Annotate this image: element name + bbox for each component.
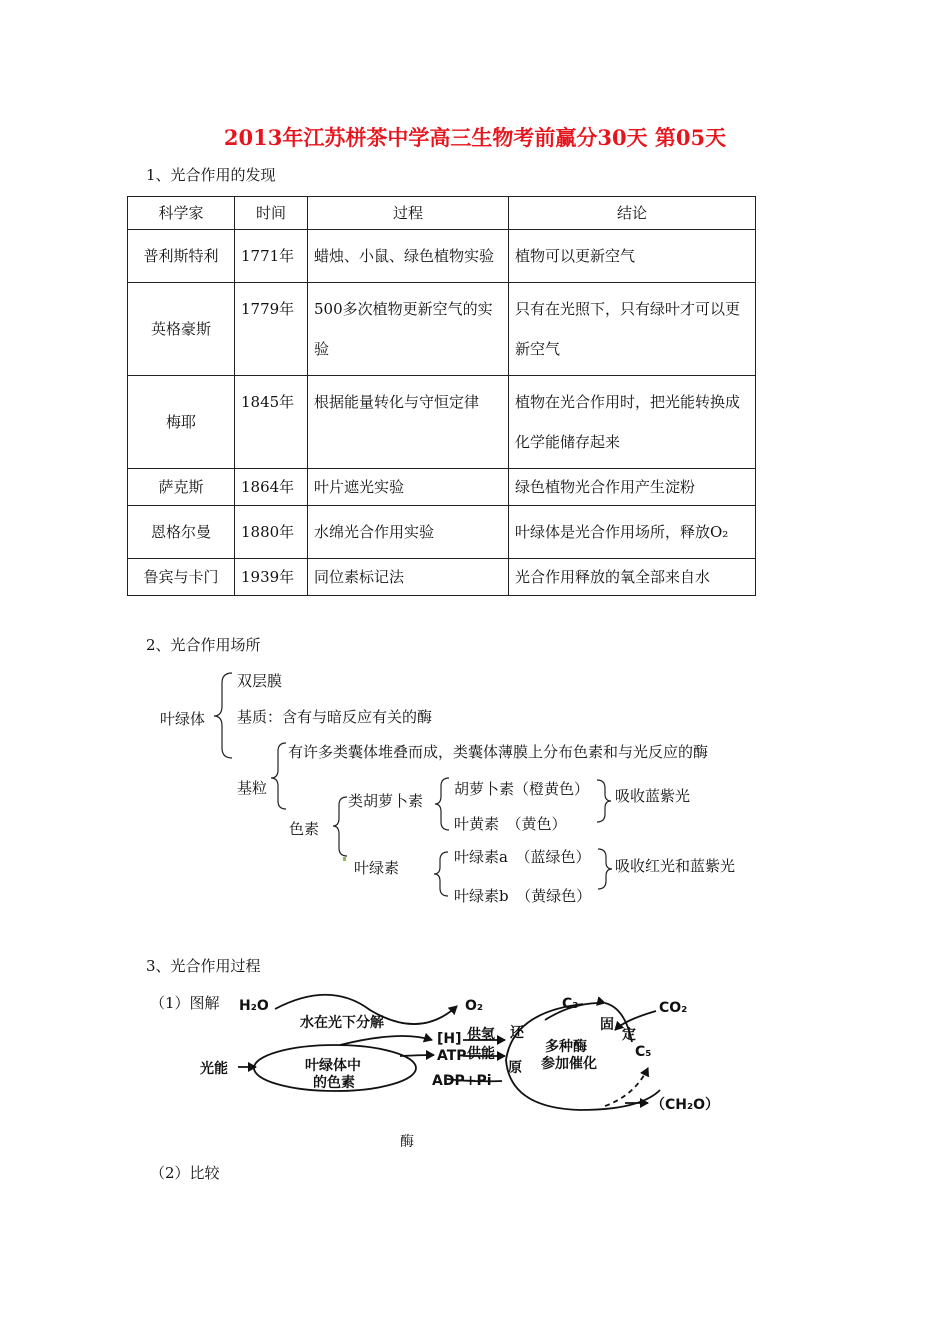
conclusion-cell: 绿色植物光合作用产生淀粉 [509, 469, 756, 506]
absorb-blue-label: 吸收蓝紫光 [615, 787, 691, 805]
grana-desc: 有许多类囊体堆叠而成，类囊体薄膜上分布色素和与光反应的酶 [288, 743, 709, 761]
supply-energy-label: 供能 [467, 1046, 495, 1062]
process-cell: 叶片遮光实验 [308, 469, 509, 506]
table-row [128, 283, 756, 376]
enzyme-caption: 酶 [400, 1134, 414, 1150]
xanthophyll-label: 叶黄素 （黄色） [454, 815, 567, 833]
reduce-label-2: 原 [508, 1060, 522, 1076]
atp-label: ATP [437, 1048, 467, 1064]
table-row [128, 559, 756, 596]
col-header-scientist: 科学家 [128, 197, 235, 230]
col-header-year: 时间 [235, 197, 308, 230]
h-label: [H] [437, 1031, 462, 1047]
scientist-cell: 鲁宾与卡门 [128, 559, 235, 596]
grana-brace [271, 743, 286, 809]
year-cell: 1845年 [235, 376, 308, 469]
diagram-subheading: （1）图解 [150, 994, 220, 1012]
supply-h-label: 供氢 [467, 1027, 495, 1043]
year-cell: 1771年 [235, 230, 308, 283]
chloroplast-brace [214, 673, 232, 758]
discovery-table [127, 196, 756, 596]
scientist-cell: 英格豪斯 [128, 283, 235, 376]
section1-heading: 1、光合作用的发现 [146, 166, 276, 184]
scientist-cell: 梅耶 [128, 376, 235, 469]
table-row [128, 376, 756, 469]
process-cell: 根据能量转化与守恒定律 [308, 376, 509, 469]
process-cell: 500多次植物更新空气的实验 [308, 283, 509, 376]
table-header-row [128, 197, 756, 230]
col-header-conclusion: 结论 [509, 197, 756, 230]
stroma-label: 基质：含有与暗反应有关的酶 [237, 708, 433, 726]
year-cell: 1864年 [235, 469, 308, 506]
water-split-label: 水在光下分解 [300, 1015, 384, 1031]
h2o-label: H₂O [239, 998, 269, 1014]
c5-label: C₅ [635, 1044, 652, 1060]
enzyme-line2: 参加催化 [541, 1056, 597, 1072]
fix-label-2: 定 [622, 1027, 636, 1043]
conclusion-cell: 植物在光合作用时，把光能转换成化学能储存起来 [509, 376, 756, 469]
section3-heading: 3、光合作用过程 [146, 957, 261, 975]
ch2o-label: （CH₂O） [651, 1097, 720, 1113]
page-title: 2013年江苏栟茶中学高三生物考前赢分30天 第05天 [223, 125, 727, 150]
process-cell: 蜡烛、小鼠、绿色植物实验 [308, 230, 509, 283]
process-cell: 同位素标记法 [308, 559, 509, 596]
adp-label: ADP+Pi [432, 1073, 492, 1089]
grana-label: 基粒 [237, 779, 268, 797]
section2-heading: 2、光合作用场所 [146, 636, 261, 654]
green-mark [343, 857, 346, 861]
reduce-label-1: 还 [510, 1025, 524, 1041]
conclusion-cell: 植物可以更新空气 [509, 230, 756, 283]
scientist-cell: 普利斯特利 [128, 230, 235, 283]
carotenoids-label: 类胡萝卜素 [348, 792, 424, 810]
scientist-cell: 恩格尔曼 [128, 506, 235, 559]
chlorophyll-label: 叶绿素 [354, 859, 400, 877]
pigment-line2: 的色素 [313, 1075, 355, 1091]
table-row [128, 469, 756, 506]
double-membrane-label: 双层膜 [237, 672, 283, 690]
carotenoid-brace [435, 778, 449, 830]
year-cell: 1939年 [235, 559, 308, 596]
enzyme-line1: 多种酶 [545, 1039, 587, 1055]
chlorophyll-right-brace [598, 849, 612, 889]
pigment-brace [333, 797, 347, 856]
carotenoid-right-brace [597, 780, 611, 822]
c5-regen-arrow [605, 1068, 648, 1106]
col-header-process: 过程 [308, 197, 509, 230]
absorb-red-blue-label: 吸收红光和蓝紫光 [615, 857, 736, 875]
pigment-line1: 叶绿体中 [305, 1058, 361, 1074]
process-cell: 水绵光合作用实验 [308, 506, 509, 559]
table-row [128, 506, 756, 559]
conclusion-cell: 光合作用释放的氧全部来自水 [509, 559, 756, 596]
light-energy-label: 光能 [200, 1061, 228, 1077]
year-cell: 1779年 [235, 283, 308, 376]
pigment-label: 色素 [289, 820, 320, 838]
c3-label: C₃ [562, 996, 579, 1012]
carotene-label: 胡萝卜素（橙黄色） [454, 780, 590, 798]
year-cell: 1880年 [235, 506, 308, 559]
chloroplast-label: 叶绿体 [160, 710, 206, 728]
co2-label: CO₂ [659, 1000, 688, 1016]
chlorophyll-brace [434, 852, 448, 896]
chl-a-label: 叶绿素a （蓝绿色） [454, 848, 591, 866]
o2-label: O₂ [465, 998, 484, 1014]
comparison-subheading: （2）比较 [150, 1164, 220, 1182]
conclusion-cell: 只有在光照下，只有绿叶才可以更新空气 [509, 283, 756, 376]
to-atp-arrow [400, 1055, 434, 1056]
fix-label-1: 固 [600, 1017, 614, 1033]
to-h-arrow [340, 1036, 432, 1045]
conclusion-cell: 叶绿体是光合作用场所，释放O₂ [509, 506, 756, 559]
scientist-cell: 萨克斯 [128, 469, 235, 506]
chl-b-label: 叶绿素b （黄绿色） [454, 887, 592, 905]
table-row [128, 230, 756, 283]
